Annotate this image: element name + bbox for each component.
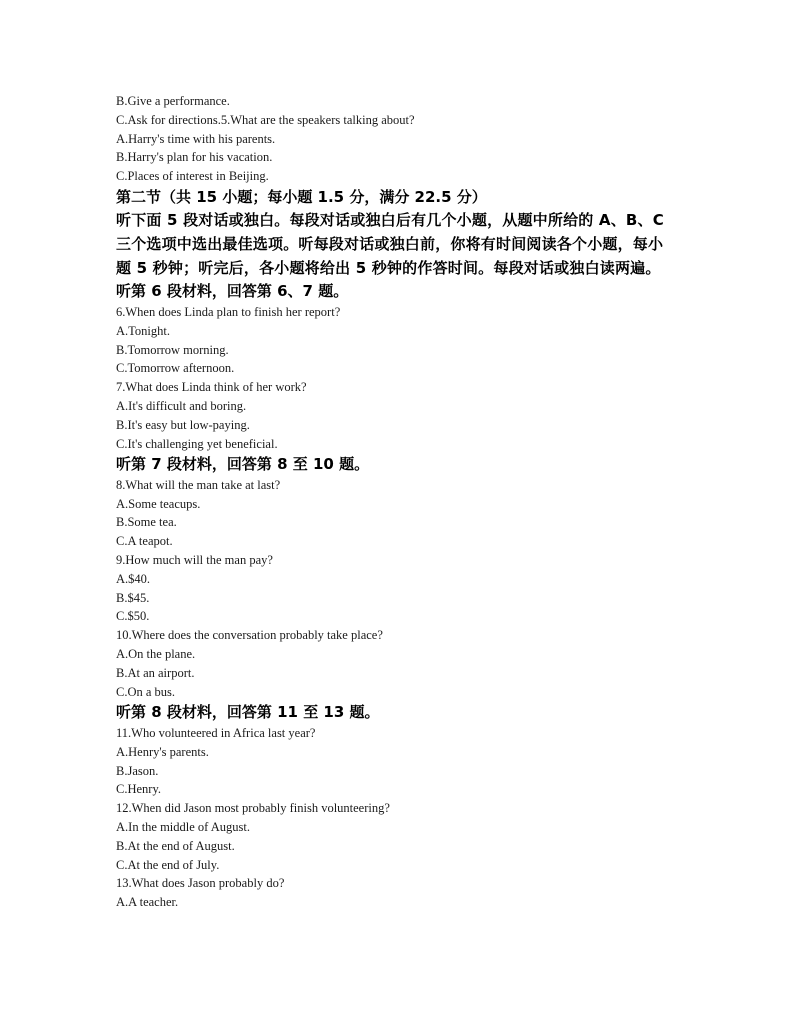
- instructions-line: 题 5 秒钟；听完后，各小题将给出 5 秒钟的作答时间。每段对话或独白读两遍。: [116, 259, 661, 278]
- option-line: C.Ask for directions.5.What are the speakers talking about?: [116, 112, 415, 127]
- option-line: C.Places of interest in Beijing.: [116, 169, 269, 184]
- option-line: A.Henry's parents.: [116, 744, 209, 759]
- option-line: A.A teacher.: [116, 895, 179, 910]
- option-line: C.Tomorrow afternoon.: [116, 361, 235, 376]
- question-line: 12.When did Jason most probably finish volunteering?: [116, 801, 390, 816]
- option-line: B.Some tea.: [116, 515, 177, 530]
- question-line: 11.Who volunteered in Africa last year?: [116, 725, 316, 740]
- option-line: B.Harry's plan for his vacation.: [116, 150, 273, 165]
- instructions-line: 三个选项中选出最佳选项。听每段对话或独白前，你将有时间阅读各个小题，每小: [116, 235, 664, 254]
- option-line: A.In the middle of August.: [116, 819, 251, 834]
- option-line: A.Tonight.: [116, 323, 170, 338]
- option-line: A.It's difficult and boring.: [116, 398, 247, 413]
- option-line: A.Harry's time with his parents.: [116, 131, 276, 146]
- option-line: C.Henry.: [116, 782, 162, 797]
- material-heading: 听第 6 段材料，回答第 6、7 题。: [116, 282, 349, 301]
- option-line: C.$50.: [116, 609, 150, 624]
- question-line: 13.What does Jason probably do?: [116, 876, 285, 891]
- option-line: A.Some teacups.: [116, 496, 201, 511]
- section-heading: 第二节（共 15 小题；每小题 1.5 分，满分 22.5 分）: [116, 187, 487, 206]
- option-line: B.At the end of August.: [116, 838, 235, 853]
- document-page: [116, 92, 716, 912]
- question-line: 7.What does Linda think of her work?: [116, 380, 307, 395]
- question-line: 8.What will the man take at last?: [116, 477, 281, 492]
- question-line: 6.When does Linda plan to finish her report?: [116, 304, 341, 319]
- question-line: 10.Where does the conversation probably take place?: [116, 628, 383, 643]
- question-line: 9.How much will the man pay?: [116, 553, 273, 568]
- material-heading: 听第 8 段材料，回答第 11 至 13 题。: [116, 703, 380, 722]
- option-line: B.Jason.: [116, 763, 159, 778]
- option-line: B.Tomorrow morning.: [116, 342, 229, 357]
- option-line: C.It's challenging yet beneficial.: [116, 436, 278, 451]
- option-line: A.$40.: [116, 571, 151, 586]
- option-line: A.On the plane.: [116, 647, 196, 662]
- option-line: B.$45.: [116, 590, 150, 605]
- option-line: C.A teapot.: [116, 534, 173, 549]
- material-heading: 听第 7 段材料，回答第 8 至 10 题。: [116, 455, 370, 474]
- option-line: B.At an airport.: [116, 665, 195, 680]
- option-line: B.Give a performance.: [116, 94, 230, 108]
- option-line: B.It's easy but low-paying.: [116, 417, 250, 432]
- option-line: C.On a bus.: [116, 684, 176, 699]
- instructions-line: 听下面 5 段对话或独白。每段对话或独白后有几个小题，从题中所给的 A、B、C: [116, 211, 664, 230]
- option-line: C.At the end of July.: [116, 857, 220, 872]
